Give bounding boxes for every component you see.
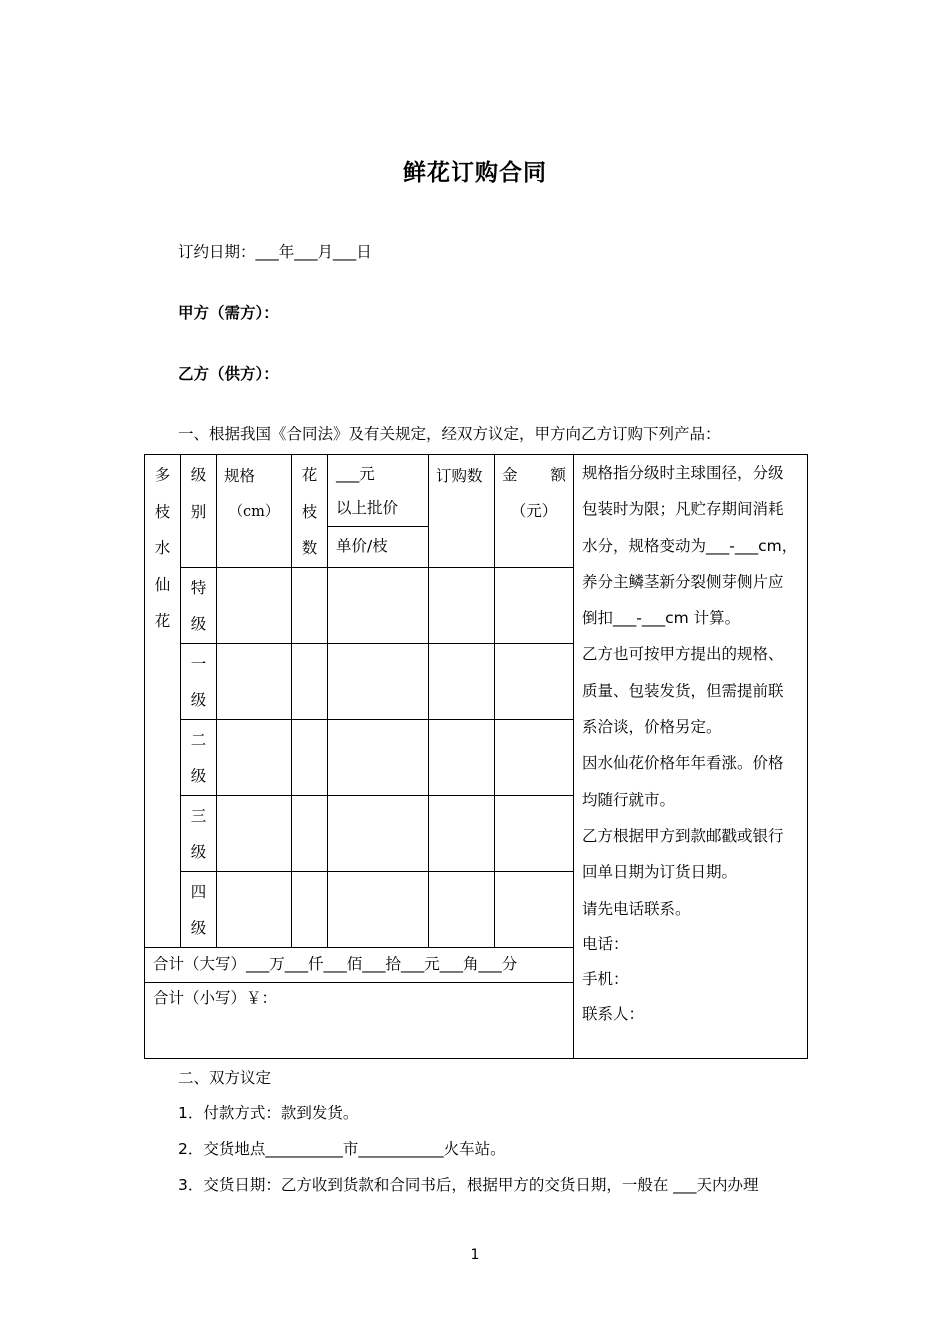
note-line: 乙方根据甲方到款邮戳或银行 [582, 826, 784, 845]
price-header-line1: ___元 [336, 465, 375, 483]
product-char: 枝 [154, 502, 171, 521]
stem-cell[interactable] [292, 567, 328, 643]
amount-unit: （元） [510, 502, 558, 520]
unit-price-header: 单价/枝 [336, 537, 388, 555]
qty-cell[interactable] [429, 643, 495, 719]
grade-char: 级 [190, 843, 207, 861]
amount-header-right: 额 [550, 466, 566, 484]
grade-char: 一 [190, 654, 207, 673]
amount-header-cell [495, 455, 574, 568]
product-name-cell [145, 455, 181, 948]
mobile-label: 手机： [582, 969, 629, 988]
amount-cell[interactable] [495, 643, 574, 719]
document-title: 鲜花订购合同 [403, 160, 547, 186]
phone-label: 电话： [582, 934, 629, 953]
note-line: 质量、包装发货，但需提前联 [582, 681, 784, 700]
grade-header-char: 别 [190, 502, 207, 521]
price-cell[interactable] [328, 567, 429, 643]
price-header-line2: 以上批价 [336, 499, 399, 517]
stem-cell[interactable] [292, 795, 328, 871]
stem-header-cell [292, 455, 328, 568]
spec-header: 规格 [224, 467, 256, 485]
qty-cell[interactable] [429, 795, 495, 871]
price-cell[interactable] [328, 643, 429, 719]
stem-cell[interactable] [292, 643, 328, 719]
price-cell[interactable] [328, 795, 429, 871]
spec-unit: （cm） [228, 504, 280, 520]
qty-cell[interactable] [429, 567, 495, 643]
grade-cell [181, 871, 217, 947]
clause-1: 1．付款方式：款到发货。 [178, 1104, 359, 1122]
party-a-line: 甲方（需方）： [178, 304, 279, 322]
grade-cell [181, 795, 217, 871]
product-char: 水 [154, 539, 171, 557]
amount-cell[interactable] [495, 795, 574, 871]
spec-cell[interactable] [217, 643, 292, 719]
stem-header-char: 数 [301, 539, 318, 557]
grade-char: 特 [190, 578, 207, 597]
spec-header-cell [217, 455, 292, 568]
note-line: 乙方也可按甲方提出的规格、 [582, 645, 784, 664]
spec-cell[interactable] [217, 719, 292, 795]
product-char: 花 [154, 612, 171, 630]
note-line: 包装时为限；凡贮存期间消耗 [582, 500, 784, 519]
price-cell[interactable] [328, 871, 429, 947]
grade-char: 三 [190, 806, 207, 825]
order-date-line: 订约日期：___年___月___日 [178, 243, 372, 261]
grade-char: 四 [190, 882, 207, 901]
note-line: 养分主鳞茎新分裂侧芽侧片应 [582, 572, 784, 591]
note-line: 系洽谈，价格另定。 [582, 718, 722, 737]
note-line: 请先电话联系。 [582, 899, 691, 918]
price-header-cell [328, 455, 429, 568]
note-line: 因水仙花价格年年看涨。价格 [582, 754, 784, 773]
qty-cell[interactable] [429, 719, 495, 795]
note-line: 倒扣___-___cm 计算。 [582, 609, 741, 628]
grade-header-char: 级 [190, 466, 207, 484]
clause-3: 3．交货日期：乙方收到货款和合同书后，根据甲方的交货日期，一般在 ___天内办理 [178, 1176, 759, 1194]
qty-cell[interactable] [429, 871, 495, 947]
page-number: 1 [470, 1247, 480, 1263]
amount-cell[interactable] [495, 567, 574, 643]
total-upper-cell [145, 947, 574, 982]
amount-cell[interactable] [495, 719, 574, 795]
note-line: 水分，规格变动为___-___cm， [582, 536, 798, 555]
amount-header-left: 金 [502, 466, 518, 484]
grade-char: 级 [190, 691, 207, 709]
grade-char: 级 [190, 919, 207, 937]
party-b-line: 乙方（供方）： [178, 365, 279, 383]
grade-cell [181, 719, 217, 795]
grade-char: 二 [190, 730, 207, 749]
amount-cell[interactable] [495, 871, 574, 947]
spec-cell[interactable] [217, 567, 292, 643]
contact-label: 联系人： [582, 1004, 645, 1023]
total-lower-cell [145, 982, 574, 1058]
grade-char: 级 [190, 615, 207, 633]
product-char: 仙 [154, 575, 171, 594]
stem-header-char: 花 [301, 466, 318, 484]
price-cell[interactable] [328, 719, 429, 795]
total-lower: 合计（小写）￥： [153, 988, 278, 1007]
stem-cell[interactable] [292, 719, 328, 795]
note-line: 均随行就市。 [582, 790, 676, 809]
qty-header-cell [429, 455, 495, 568]
stem-cell[interactable] [292, 871, 328, 947]
spec-cell[interactable] [217, 871, 292, 947]
product-char: 多 [154, 466, 171, 484]
grade-cell [181, 643, 217, 719]
grade-char: 级 [190, 767, 207, 785]
spec-cell[interactable] [217, 795, 292, 871]
order-table [144, 454, 808, 1059]
stem-header-char: 枝 [301, 502, 318, 521]
grade-header-cell [181, 455, 217, 568]
section1-intro: 一、根据我国《合同法》及有关规定，经双方议定，甲方向乙方订购下列产品： [178, 425, 721, 443]
grade-cell [181, 567, 217, 643]
notes-cell [574, 455, 808, 1059]
note-line: 回单日期为订货日期。 [582, 863, 738, 882]
clause-2: 2．交货地点__________市___________火车站。 [178, 1140, 506, 1158]
note-line: 规格指分级时主球围径，分级 [582, 464, 784, 482]
qty-header: 订购数 [436, 467, 483, 485]
total-upper: 合计（大写）___万___仟___佰___拾___元___角___分 [153, 954, 518, 973]
section2-title: 二、双方议定 [178, 1069, 272, 1087]
